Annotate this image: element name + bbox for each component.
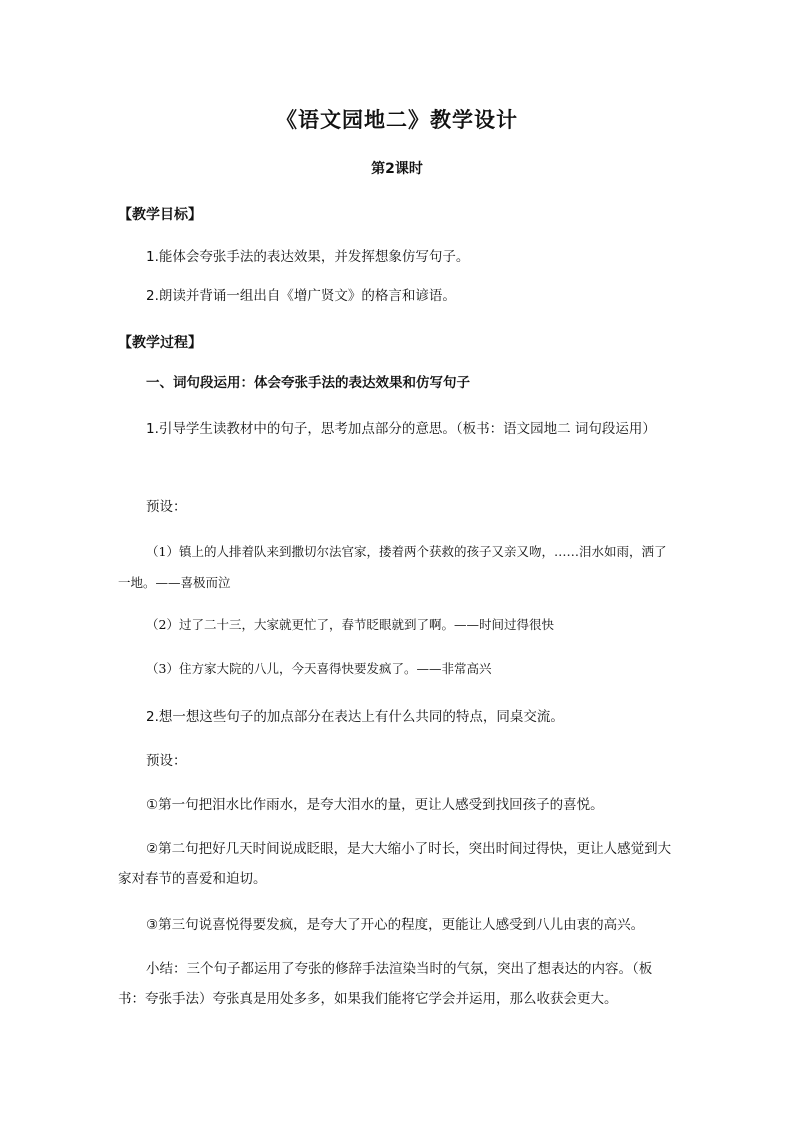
preset-label: 预设： <box>146 753 187 769</box>
example-2: （2）过了二十三，大家就更忙了，春节眨眼就到了啊。——时间过得很快 <box>146 617 554 632</box>
lesson-subtitle: 第2课时 <box>371 161 423 177</box>
document-title: 《语文园地二》教学设计 <box>276 108 518 132</box>
section-title: 一、词句段运用：体会夸张手法的表达效果和仿写句子 <box>146 375 470 391</box>
summary-text: 小结：三个句子都运用了夸张的修辞手法渲染当时的气氛，突出了想表达的内容。（板书：夸张手法）夸张真是用处多多，如果我们能将它学会并运用，那么收获会更大。 <box>118 961 653 1007</box>
goal-item: 2.朗读并背诵一组出自《增广贤文》的格言和谚语。 <box>146 288 456 304</box>
answer-2 <box>118 834 678 894</box>
answer-2-text: ②第二句把好几天时间说成眨眼，是大大缩小了时长，突出时间过得快，更让人感觉到大家对春节的喜爱和迫切。 <box>118 841 672 887</box>
step-1-text: 1.引导学生读教材中的句子，思考加点部分的意思。（板书：语文园地二 词句段运用） <box>146 421 656 437</box>
answer-3: ③第三句说喜悦得要发疯，是夸大了开心的程度，更能让人感受到八儿由衷的高兴。 <box>146 917 645 933</box>
step-2: 2.想一想这些句子的加点部分在表达上有什么共同的特点，同桌交流。 <box>146 709 564 725</box>
preset-label: 预设： <box>146 499 187 515</box>
goals-heading: 【教学目标】 <box>118 207 202 223</box>
example-1-text: （1）镇上的人排着队来到撒切尔法官家，搂着两个获救的孩子又亲又吻，……泪水如雨，洒了一地。——喜极而泣 <box>118 544 667 590</box>
step-1 <box>118 414 678 444</box>
example-1 <box>118 536 673 598</box>
answer-1: ①第一句把泪水比作雨水，是夸大泪水的量，更让人感受到找回孩子的喜悦。 <box>146 797 604 813</box>
summary <box>118 954 678 1014</box>
example-3: （3）住方家大院的八儿，今天喜得快要发疯了。——非常高兴 <box>146 661 492 676</box>
process-heading: 【教学过程】 <box>118 335 202 351</box>
goal-item: 1.能体会夸张手法的表达效果，并发挥想象仿写句子。 <box>146 249 470 265</box>
